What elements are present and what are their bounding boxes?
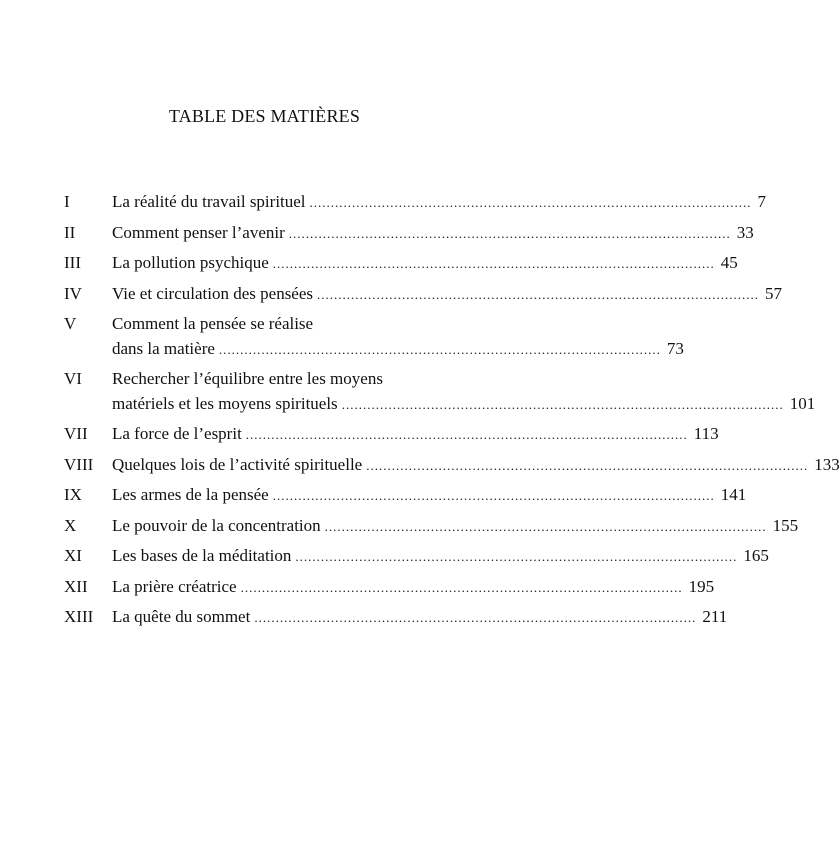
chapter-title-line [112, 312, 684, 337]
toc-entry [64, 190, 767, 216]
chapter-title: Quelques lois de l’activité spirituelle [112, 454, 363, 474]
page-number: 211 [702, 607, 728, 626]
chapter-title: Comment la pensée se réalise [112, 314, 314, 333]
toc-entry [64, 575, 715, 601]
page-number: 73 [666, 338, 684, 358]
table-of-contents [64, 190, 840, 636]
chapter-title: Les armes de la pensée [112, 485, 269, 504]
chapter-number: X [64, 515, 77, 535]
chapter-number: XIII [64, 607, 94, 626]
page-number: 141 [720, 485, 747, 504]
page-number: 57 [765, 283, 783, 303]
page-number: 7 [757, 192, 767, 211]
chapter-title-line [112, 221, 754, 247]
chapter-body [112, 251, 738, 277]
chapter-body [112, 221, 754, 247]
dot-leader [273, 484, 715, 509]
page-number: 33 [736, 222, 754, 242]
chapter-body [112, 190, 766, 216]
chapter-body [112, 514, 798, 540]
toc-entry [64, 422, 719, 448]
chapter-body [112, 575, 714, 601]
chapter-title: matériels et les moyens spirituels [112, 393, 338, 413]
chapter-title-line [112, 605, 727, 631]
chapter-number: XII [64, 576, 88, 596]
dot-leader [317, 283, 759, 308]
chapter-title-line [112, 190, 766, 216]
chapter-number: II [64, 222, 76, 242]
chapter-number: VIII [64, 454, 94, 474]
dot-leader [295, 545, 737, 570]
chapter-title-line [112, 514, 798, 540]
toc-entry [64, 544, 769, 570]
chapter-title-line [112, 544, 769, 570]
toc-entry [64, 453, 840, 479]
page-number: 195 [688, 576, 715, 596]
chapter-number: IV [64, 283, 82, 303]
chapter-title: La prière créatrice [112, 576, 237, 596]
chapter-title: dans la matière [112, 338, 215, 358]
chapter-title-line [112, 337, 684, 363]
page-number: 101 [789, 393, 816, 413]
chapter-title: Comment penser l’avenir [112, 222, 285, 242]
chapter-number: V [64, 314, 77, 333]
dot-leader [289, 222, 731, 247]
toc-entry [64, 221, 754, 247]
page-number: 113 [693, 424, 719, 443]
chapter-body [112, 367, 815, 417]
page-number: 155 [772, 515, 799, 535]
chapter-title-line [112, 392, 815, 418]
chapter-body [112, 453, 840, 479]
chapter-title: La réalité du travail spirituel [112, 192, 306, 211]
toc-entry [64, 312, 684, 362]
dot-leader [310, 191, 752, 216]
chapter-title: Le pouvoir de la concentration [112, 515, 321, 535]
chapter-title: La force de l’esprit [112, 424, 242, 443]
page-number: 45 [720, 253, 738, 272]
toc-entry [64, 251, 738, 277]
chapter-title-line [112, 422, 719, 448]
dot-leader [325, 515, 767, 540]
chapter-number: VI [64, 369, 82, 388]
dot-leader [366, 454, 808, 479]
chapter-body [112, 605, 727, 631]
chapter-body [112, 282, 782, 308]
dot-leader [342, 393, 784, 418]
toc-entry [64, 514, 799, 540]
chapter-number: III [64, 253, 81, 272]
chapter-title: La quête du sommet [112, 607, 251, 626]
dot-leader [273, 252, 715, 277]
chapter-title-line [112, 483, 746, 509]
chapter-body [112, 422, 719, 448]
chapter-title-line [112, 251, 738, 277]
chapter-title: La pollution psychique [112, 253, 269, 272]
chapter-number: IX [64, 485, 82, 504]
chapter-title-line [112, 453, 840, 479]
chapter-title: Les bases de la méditation [112, 546, 292, 565]
dot-leader [254, 606, 696, 631]
chapter-number: XI [64, 546, 82, 565]
chapter-title-line [112, 282, 782, 308]
chapter-number: VII [64, 424, 88, 443]
chapter-title: Vie et circulation des pensées [112, 283, 314, 303]
dot-leader [219, 338, 661, 363]
page-number: 133 [814, 454, 840, 474]
chapter-title-line [112, 367, 815, 392]
toc-entry [64, 605, 728, 631]
toc-entry [64, 483, 747, 509]
toc-entry [64, 282, 783, 308]
page-number: 165 [743, 546, 769, 565]
chapter-body [112, 312, 684, 362]
dot-leader [246, 423, 688, 448]
dot-leader [241, 576, 683, 601]
chapter-body [112, 483, 746, 509]
toc-entry [64, 367, 816, 417]
chapter-title-line [112, 575, 714, 601]
page-title: TABLE DES MATIÈRES [168, 106, 361, 126]
chapter-number: I [64, 192, 70, 211]
chapter-body [112, 544, 769, 570]
chapter-title: Rechercher l’équilibre entre les moyens [112, 369, 383, 388]
